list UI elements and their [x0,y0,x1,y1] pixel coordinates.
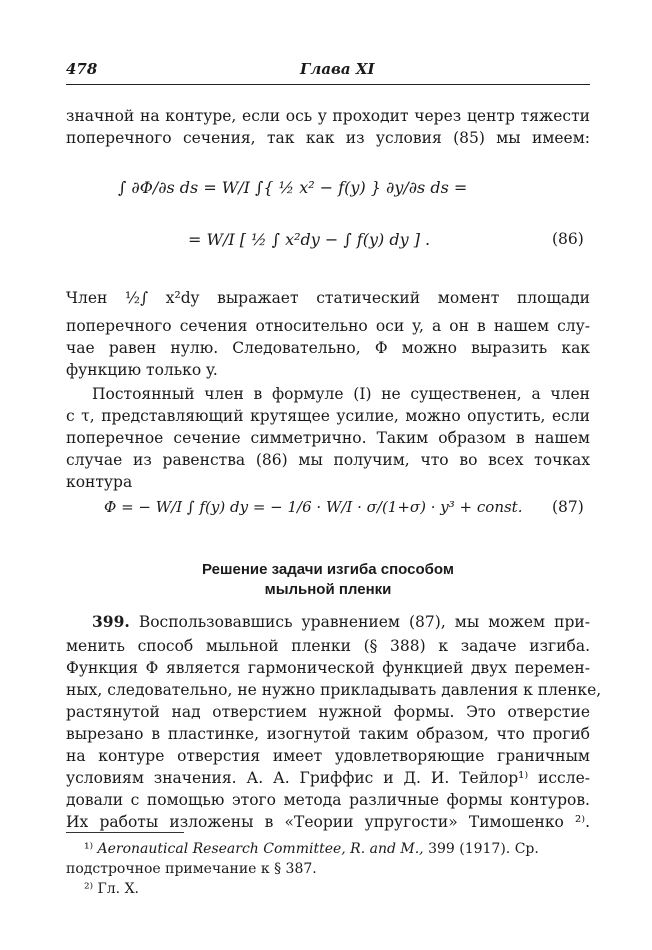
footnote-1-source: Aeronautical Research Committee, R. and M., [97,841,424,857]
para3-line-5: растянутой над отверстием нужной формы. Это отверстие [66,703,590,721]
para3-line-3: Функция Φ является гармонической функцией двух перемен- [66,659,590,677]
equation-87: Φ = − W/I ∫ f(y) dy = − 1/6 · W/I · σ/(1+σ) · y³ + const. [104,498,523,516]
para1-line-3: чае равен нулю. Следовательно, Φ можно выразить как [66,339,590,357]
header-rule [66,84,590,85]
para3-line-1 [92,612,590,632]
para3-line-9: довали с помощью этого метода различные формы контуров. [66,791,590,809]
para2-line-1: Постоянный член в формуле (I) не существенен, а член [92,385,590,403]
equation-86-line-1: ∫ ∂Φ/∂s ds = W/I ∫{ ½ x² − f(y) } ∂y/∂s ds = [118,178,468,197]
para3-line-2: менить способ мыльной пленки (§ 388) к задаче изгиба. [66,637,590,655]
para2-line-2: с τ, представляющий крутящее усилие, можно опустить, если [66,407,590,425]
section-title-line-1: Решение задачи изгиба способом [202,561,454,578]
page-number: 478 [66,60,98,78]
footnote-2: ²⁾ Гл. X. [84,881,139,897]
para3-first-line: Воспользовавшись уравнением (87), мы можем при- [138,613,590,631]
para1-line-1: Член ½∫ x²dy выражает статический момент площади [66,289,590,307]
intro-line-2: поперечного сечения, так как из условия (85) мы имеем: [66,129,590,147]
para3-line-4: ных, следовательно, не нужно прикладывать давления к пленке, [66,681,602,699]
section-number: 399. [92,612,130,631]
para1-line-2: поперечного сечения относительно оси y, а он в нашем слу- [66,317,590,335]
intro-line-1: значной на контуре, если ось y проходит через центр тяжести [66,107,590,125]
footnote-1 [84,840,590,858]
para3-line-6: вырезано в пластинке, изогнутой таким образом, что прогиб [66,725,590,743]
para1-line-4: функцию только y. [66,361,218,379]
para3-line-10: Их работы изложены в «Теории упругости» Тимошенко ²⁾. [66,813,590,831]
equation-87-number: (87) [552,498,584,516]
footnote-1-line-2: подстрочное примечание к § 387. [66,861,317,877]
section-title-line-2: мыльной пленки [264,581,392,598]
para3-line-7: на контуре отверстия имеет удовлетворяющие граничным [66,747,590,765]
equation-86-number: (86) [552,230,584,248]
footnote-1-mark: ¹⁾ [84,841,94,857]
para2-line-4: случае из равенства (86) мы получим, что во всех точках [66,451,590,469]
footnote-rule [66,832,184,833]
equation-86-line-2: = W/I [ ½ ∫ x²dy − ∫ f(y) dy ] . [188,230,431,249]
footnote-1-rest: 399 (1917). Ср. [428,841,539,857]
para3-line-8: условиям значения. А. А. Гриффис и Д. И. Тейлор¹⁾ иссле- [66,769,590,787]
chapter-title: Глава XI [300,60,375,78]
para2-line-3: поперечное сечение симметрично. Таким образом в нашем [66,429,590,447]
para2-line-5: контура [66,473,133,491]
